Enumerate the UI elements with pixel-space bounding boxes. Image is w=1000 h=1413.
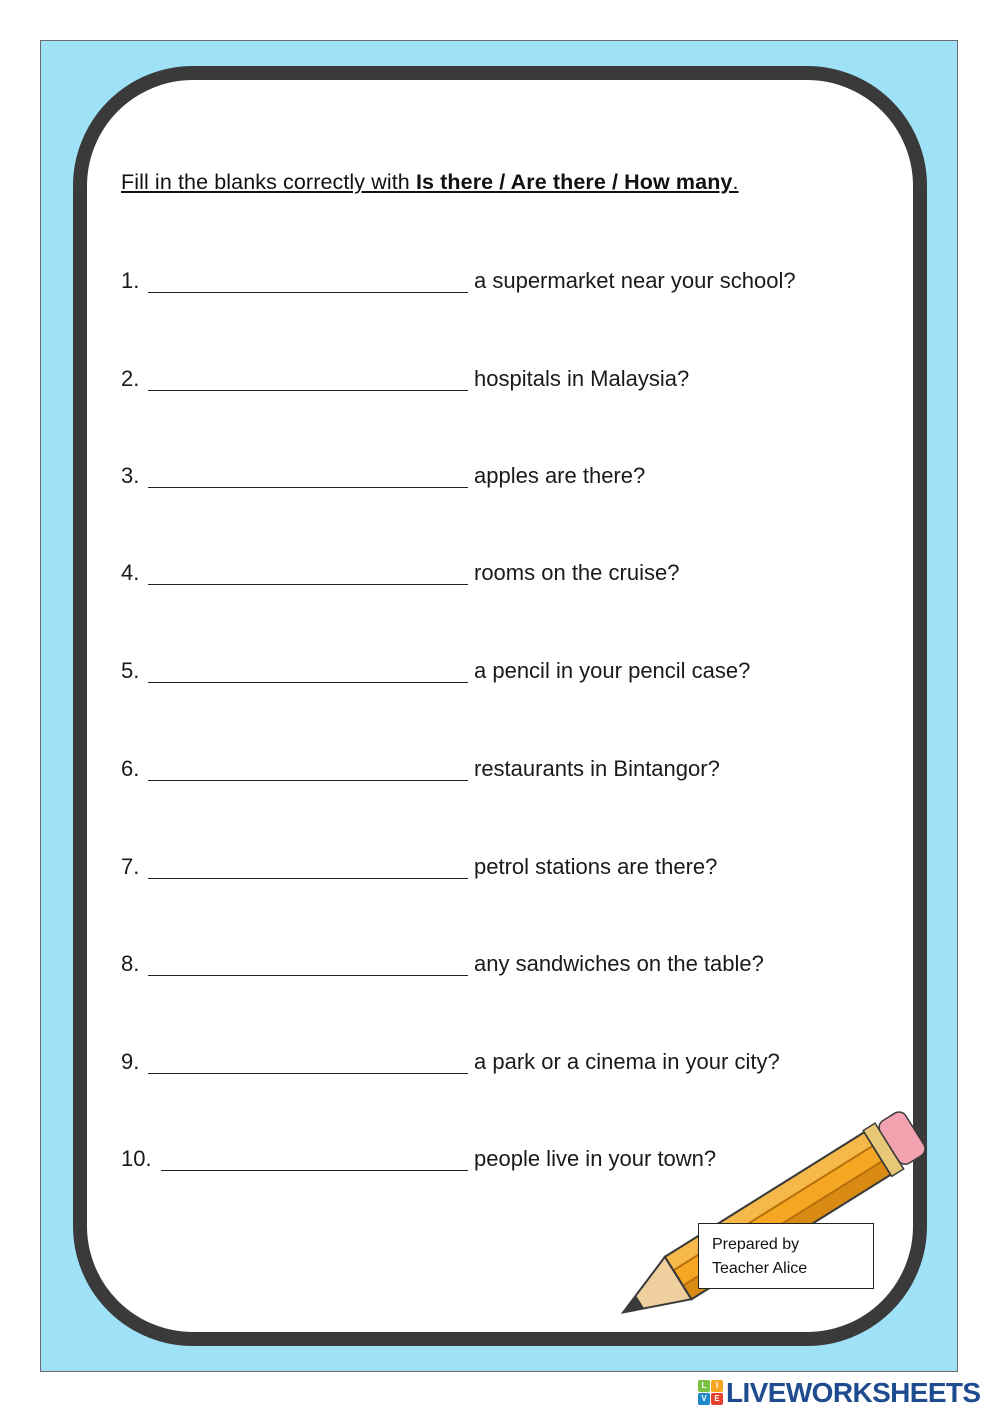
answer-blank[interactable] [148, 1073, 468, 1074]
question-text: hospitals in Malaysia? [474, 366, 690, 391]
question-number: 2. [121, 366, 140, 391]
question-text: restaurants in Bintangor? [474, 756, 720, 781]
answer-blank[interactable] [148, 292, 468, 293]
logo-mark-letter: L [698, 1380, 710, 1392]
logo-mark-letter: V [698, 1393, 710, 1405]
credit-box [698, 1223, 874, 1289]
answer-blank[interactable] [148, 975, 468, 976]
question-text: a pencil in your pencil case? [474, 658, 751, 683]
liveworksheets-logo-icon [698, 1380, 724, 1406]
question-number: 6. [121, 756, 140, 781]
instruction-text [121, 170, 739, 195]
question-text: petrol stations are there? [474, 854, 718, 879]
logo-text: LIVEWORKSHEETS [726, 1377, 981, 1408]
question-number: 4. [121, 560, 140, 585]
question-number: 8. [121, 951, 140, 976]
question-text: apples are there? [474, 463, 646, 488]
answer-blank[interactable] [148, 487, 468, 488]
instruction-options: Is there / Are there / How many [415, 170, 733, 194]
question-number: 7. [121, 854, 140, 879]
logo-mark-letter: I [711, 1380, 723, 1392]
question-number: 9. [121, 1049, 140, 1074]
question-number: 10. [121, 1146, 152, 1171]
question-number: 3. [121, 463, 140, 488]
question-text: any sandwiches on the table? [474, 951, 764, 976]
question-text: rooms on the cruise? [474, 560, 680, 585]
question-text: a supermarket near your school? [474, 268, 796, 293]
question-text: a park or a cinema in your city? [474, 1049, 780, 1074]
instruction-suffix: . [732, 170, 739, 194]
question-text: people live in your town? [474, 1146, 717, 1171]
answer-blank[interactable] [161, 1170, 468, 1171]
answer-blank[interactable] [148, 584, 468, 585]
instruction-prefix: Fill in the blanks correctly with [121, 170, 416, 194]
credit-line-2: Teacher Alice [712, 1260, 808, 1277]
answer-blank[interactable] [148, 878, 468, 879]
credit-line-1: Prepared by [712, 1236, 800, 1253]
answer-blank[interactable] [148, 390, 468, 391]
liveworksheets-logo[interactable] [698, 1378, 981, 1408]
logo-mark-letter: E [711, 1393, 723, 1405]
question-number: 1. [121, 268, 140, 293]
answer-blank[interactable] [148, 682, 468, 683]
answer-blank[interactable] [148, 780, 468, 781]
question-number: 5. [121, 658, 140, 683]
